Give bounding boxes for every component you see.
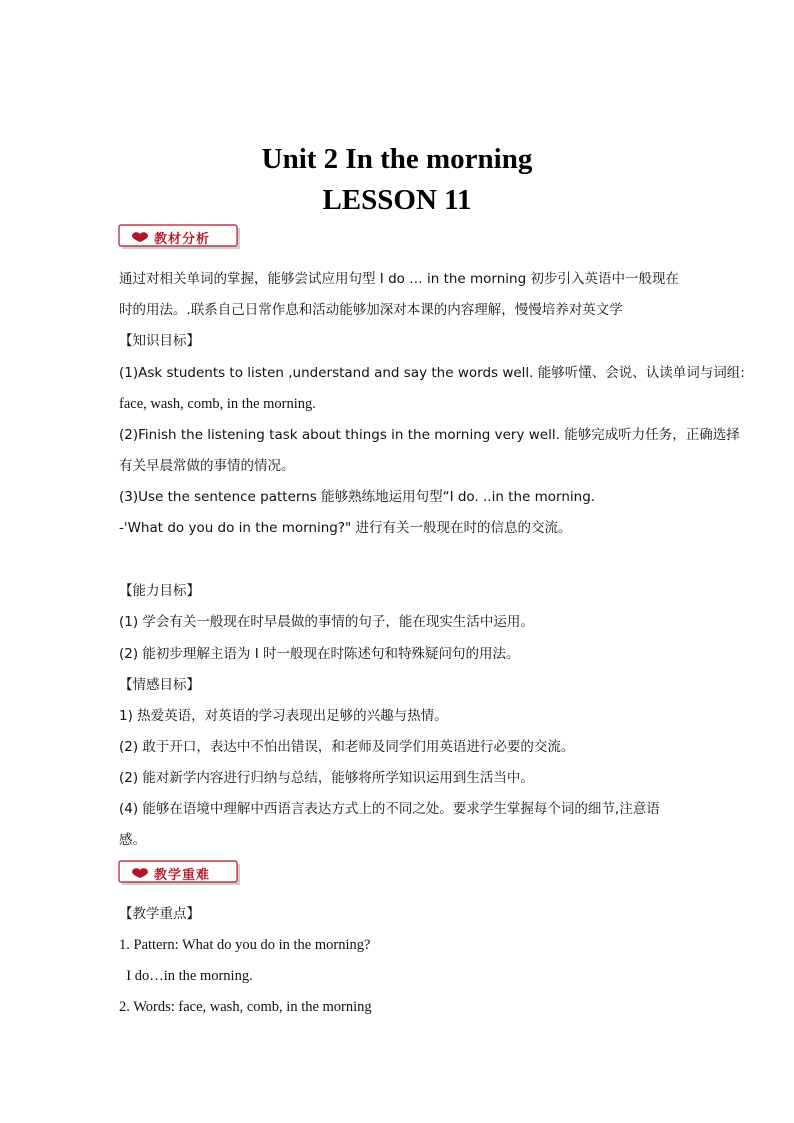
emotion-line: (4) 能够在语境中理解中西语言表达方式上的不同之处。要求学生掌握每个词的细节,注意语 bbox=[119, 801, 660, 817]
emotion-heading: 【情感目标】 bbox=[119, 677, 200, 693]
ability-line: (1) 学会有关一般现在时早晨做的事情的句子，能在现实生活中运用。 bbox=[119, 614, 534, 630]
section-badge-key-points bbox=[118, 860, 239, 884]
teaching-focus-heading: 【教学重点】 bbox=[119, 906, 200, 922]
ability-heading: 【能力目标】 bbox=[119, 583, 200, 599]
emotion-line: (2) 能对新学内容进行归纳与总结，能够将所学知识运用到生活当中。 bbox=[119, 770, 534, 786]
knowledge-line: (1)Ask students to listen ,understand and say the words well. 能够听懂、会说、认读单词与词组: bbox=[119, 365, 745, 381]
knowledge-line: -'What do you do in the morning?" 进行有关一般现在时的信息的交流。 bbox=[119, 520, 572, 536]
ability-line: (2) 能初步理解主语为 I 时一般现在时陈述句和特殊疑问句的用法。 bbox=[119, 646, 520, 662]
section-badge-label: 教学重难 bbox=[154, 868, 211, 883]
teaching-focus-line: 2. Words: face, wash, comb, in the morning bbox=[119, 999, 372, 1015]
teaching-focus-line: 1. Pattern: What do you do in the morning? bbox=[119, 937, 371, 953]
knowledge-line: (3)Use the sentence patterns 能够熟练地运用句型“I do. ..in the morning. bbox=[119, 489, 596, 505]
knowledge-line: face, wash, comb, in the morning. bbox=[119, 396, 316, 412]
emotion-line: (2) 敢于开口，表达中不怕出错误，和老师及同学们用英语进行必要的交流。 bbox=[119, 739, 575, 755]
document-title: Unit 2 In the morning bbox=[261, 143, 533, 175]
knowledge-line: 有关早晨常做的事情的情况。 bbox=[119, 458, 295, 474]
teaching-focus-line: I do…in the morning. bbox=[119, 968, 253, 984]
section-badge-analysis bbox=[118, 224, 239, 248]
section-badge-label: 教材分析 bbox=[154, 232, 211, 247]
intro-line: 通过对相关单词的掌握，能够尝试应用句型 I do … in the morning 初步引入英语中一般现在 bbox=[119, 271, 679, 287]
intro-line: 时的用法。.联系自己日常作息和活动能够加深对本课的内容理解，慢慢培养对英文学 bbox=[119, 302, 623, 318]
emotion-line: 感。 bbox=[119, 832, 146, 848]
emotion-line: 1) 热爱英语，对英语的学习表现出足够的兴趣与热情。 bbox=[119, 708, 448, 724]
knowledge-heading: 【知识目标】 bbox=[119, 333, 200, 349]
document-subtitle: LESSON 11 bbox=[322, 184, 472, 216]
knowledge-line: (2)Finish the listening task about things in the morning very well. 能够完成听力任务，正确选择 bbox=[119, 427, 740, 443]
